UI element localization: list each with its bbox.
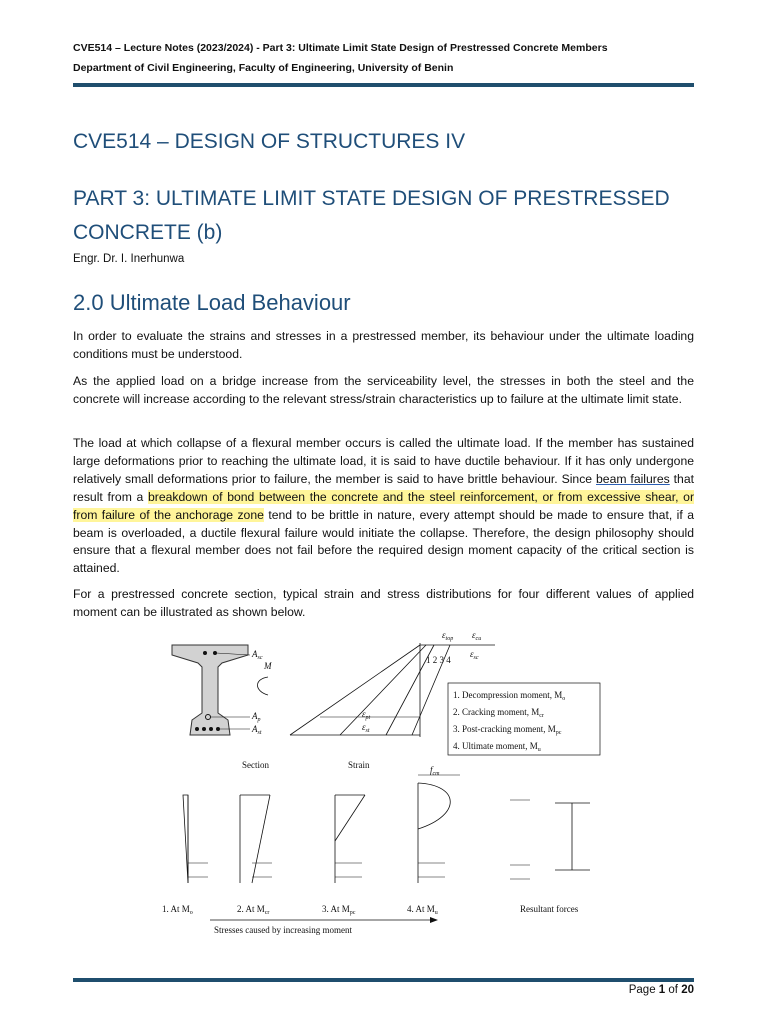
document-title: CVE514 – DESIGN OF STRUCTURES IV — [73, 130, 466, 153]
section-heading: 2.0 Ultimate Load Behaviour — [73, 290, 351, 315]
asc-label: $A_{sc}$ — [252, 649, 263, 661]
resultant-caption: Resultant forces — [520, 904, 579, 914]
paragraph-2: As the applied load on a bridge increase from the serviceability level, the stresses in both the steel and the concrete will increase according to the relevant stress/strain characteristics up to failure at the ultimate limit state. — [73, 374, 694, 406]
highlighted-text: breakdown of bond between the concrete and the steel reinforcement, or from excessive shear, or from failure of the anchorage zone — [73, 489, 694, 522]
paragraph-3-text-b: that result from a — [73, 471, 694, 504]
ept-label: $\varepsilon_{pt}$ — [362, 709, 371, 721]
stress-block-1 — [183, 795, 208, 883]
stage-1-caption: 1. At $M_o$ — [162, 904, 193, 916]
section-caption: Section — [242, 760, 269, 770]
footer-rule — [73, 978, 694, 982]
beam-failures-link[interactable]: beam failures — [596, 471, 670, 486]
running-header-department: Department of Civil Engineering, Faculty of Engineering, University of Benin — [73, 62, 454, 74]
paragraph-3-text-c: tend to be brittle in nature, every attempt should be made to ensure that, if a beam is overloaded, a ductile flexural failure would initiate the collapse. Therefore, the design philosophy should ensure that a flexural member does not fail before the required design moment capacity of the critical section is attained. — [73, 507, 694, 576]
bottom-steel-dot — [209, 727, 213, 731]
page-total: 20 — [681, 984, 694, 996]
moment-label: M — [264, 661, 272, 671]
stress-block-2 — [240, 795, 272, 883]
strain-stage-numbers: 1 2 3 4 — [426, 655, 451, 665]
paragraph-1: In order to evaluate the strains and stresses in a prestressed member, its behaviour under the ultimate loading conditions must be understood. — [73, 329, 694, 361]
paragraph-4: For a prestressed concrete section, typical strain and stress distributions for four different values of applied moment can be illustrated as shown below. — [73, 587, 694, 619]
top-steel-dot — [203, 651, 207, 655]
esc-label: $\varepsilon_{sc}$ — [470, 649, 479, 661]
author: Engr. Dr. I. Inerhunwa — [73, 253, 185, 265]
legend-item-3: 3. Post-cracking moment, $M_{pc}$ — [453, 724, 562, 736]
paragraph-3 — [73, 435, 694, 578]
stress-block-3 — [335, 795, 365, 883]
stress-caption: Stresses caused by increasing moment — [214, 925, 352, 935]
stage-4-caption: 4. At $M_u$ — [407, 904, 438, 916]
page-label: Page — [628, 984, 656, 996]
running-header-title: CVE514 – Lecture Notes (2023/2024) - Part 3: Ultimate Limit State Design of Prestressed Concrete Members — [73, 42, 608, 54]
moment-arrow — [258, 677, 269, 695]
etop-label: $\varepsilon_{top}$ — [442, 630, 454, 642]
legend-item-4: 4. Ultimate moment, $M_u$ — [453, 741, 541, 753]
stage-2-caption: 2. At $M_{cr}$ — [237, 904, 270, 916]
strain-stress-figure — [150, 625, 620, 940]
strain-caption: Strain — [348, 760, 370, 770]
of-label: of — [668, 984, 678, 996]
arrow-head — [430, 917, 438, 923]
page-number: 1 — [658, 984, 666, 996]
header-rule — [73, 83, 694, 87]
i-beam-section — [172, 645, 248, 735]
bottom-steel-dot — [202, 727, 206, 731]
part-title: PART 3: ULTIMATE LIMIT STATE DESIGN OF PRESTRESSED CONCRETE (b) — [73, 187, 670, 244]
strain-line-2 — [340, 645, 426, 735]
page-footer — [629, 984, 694, 996]
resultant-forces — [510, 800, 590, 879]
strain-line-1 — [290, 645, 420, 735]
legend-item-2: 2. Cracking moment, $M_{cr}$ — [453, 707, 544, 719]
legend-item-1: 1. Decompression moment, $M_o$ — [453, 690, 566, 702]
paragraph-3-text-a: The load at which collapse of a flexural member occurs is called the ultimate load. If the member has sustained large deformations prior to reaching the ultimate load, it is said to have ductile behaviour. If it has only undergone relatively small deformations prior to failure, the member is said to have brittle behaviour. Since — [73, 436, 694, 486]
ast-label: $A_{st}$ — [252, 724, 262, 736]
fcm-label: $f_{cm}$ — [430, 765, 440, 777]
est-label: $\varepsilon_{st}$ — [362, 722, 370, 734]
ecu-label: $\varepsilon_{cu}$ — [472, 630, 482, 642]
bottom-steel-dot — [216, 727, 220, 731]
bottom-steel-dot — [195, 727, 199, 731]
ap-label: $A_p$ — [252, 711, 261, 723]
stress-block-4 — [418, 775, 460, 883]
stage-3-caption: 3. At $M_{pc}$ — [322, 904, 356, 916]
